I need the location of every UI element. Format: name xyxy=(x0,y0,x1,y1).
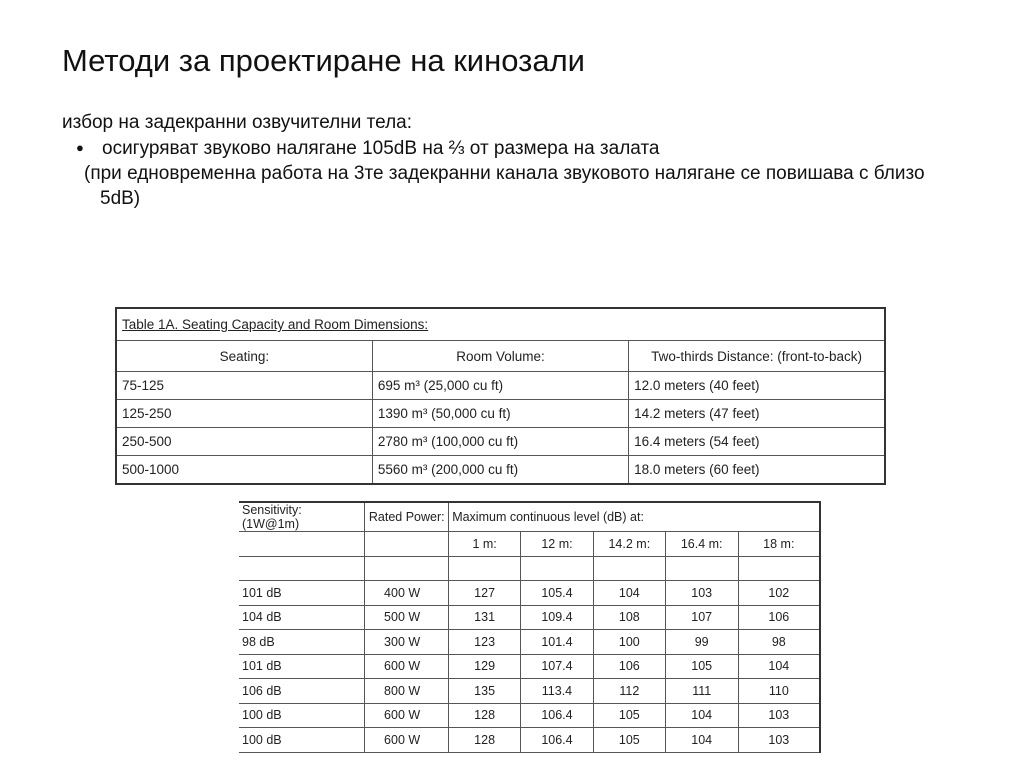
sensitivity-cell: 100 dB xyxy=(239,728,365,753)
room-volume-cell: 5560 m³ (200,000 cu ft) xyxy=(372,456,628,485)
slide-body xyxy=(62,110,962,211)
table-row xyxy=(239,728,820,753)
table-caption: Table 1A. Seating Capacity and Room Dimensions: xyxy=(116,308,885,341)
sensitivity-cell: 98 dB xyxy=(239,630,365,655)
level-cell: 106.4 xyxy=(521,703,594,728)
table-row xyxy=(239,581,820,606)
level-cell: 100 xyxy=(593,630,665,655)
level-cell: 123 xyxy=(449,630,521,655)
sensitivity-cell: 101 dB xyxy=(239,654,365,679)
distance-header: 1 m: xyxy=(449,532,521,557)
level-cell: 111 xyxy=(665,679,738,704)
bullet-text: осигуряват звуково налягане 105dB на ⅔ от размера на залата xyxy=(102,138,660,159)
speaker-level-table xyxy=(239,501,821,753)
table-row xyxy=(116,428,885,456)
distance-header: 14.2 m: xyxy=(593,532,665,557)
level-cell: 129 xyxy=(449,654,521,679)
seating-cell: 125-250 xyxy=(116,400,372,428)
seating-capacity-table xyxy=(115,307,886,485)
distance-header: 12 m: xyxy=(521,532,594,557)
rated-power-cell: 400 W xyxy=(365,581,449,606)
level-cell: 106 xyxy=(593,654,665,679)
note-text: (при едновременна работа на 3те задекранни канала звуковото налягане се повишава с близо 5dB) xyxy=(84,163,925,209)
level-cell: 128 xyxy=(449,728,521,753)
column-header-room-volume: Room Volume: xyxy=(372,341,628,372)
column-header-seating: Seating: xyxy=(116,341,372,372)
level-cell: 101.4 xyxy=(521,630,594,655)
bullet-dot-icon: ● xyxy=(76,140,84,155)
blank-header-cell xyxy=(239,532,365,557)
table-row xyxy=(239,679,820,704)
level-cell: 105 xyxy=(665,654,738,679)
seating-cell: 500-1000 xyxy=(116,456,372,485)
rated-power-cell: 600 W xyxy=(365,703,449,728)
level-cell: 105 xyxy=(593,728,665,753)
sensitivity-cell: 101 dB xyxy=(239,581,365,606)
empty-row xyxy=(239,556,820,581)
level-cell: 104 xyxy=(665,728,738,753)
blank-header-cell xyxy=(365,532,449,557)
rated-power-cell: 600 W xyxy=(365,654,449,679)
column-header-rated-power: Rated Power: xyxy=(365,502,449,532)
rated-power-cell: 500 W xyxy=(365,605,449,630)
level-cell: 131 xyxy=(449,605,521,630)
sensitivity-cell: 100 dB xyxy=(239,703,365,728)
level-cell: 106.4 xyxy=(521,728,594,753)
column-header-max-level: Maximum continuous level (dB) at: xyxy=(449,502,820,532)
distance-cell: 14.2 meters (47 feet) xyxy=(629,400,885,428)
distance-header: 18 m: xyxy=(738,532,820,557)
table-row xyxy=(116,372,885,400)
level-cell: 108 xyxy=(593,605,665,630)
table-row xyxy=(239,630,820,655)
level-cell: 106 xyxy=(738,605,820,630)
distance-header: 16.4 m: xyxy=(665,532,738,557)
level-cell: 107 xyxy=(665,605,738,630)
level-cell: 105.4 xyxy=(521,581,594,606)
level-cell: 102 xyxy=(738,581,820,606)
level-cell: 98 xyxy=(738,630,820,655)
level-cell: 103 xyxy=(738,703,820,728)
distance-cell: 12.0 meters (40 feet) xyxy=(629,372,885,400)
table-row xyxy=(116,456,885,485)
level-cell: 135 xyxy=(449,679,521,704)
room-volume-cell: 1390 m³ (50,000 cu ft) xyxy=(372,400,628,428)
bullet-item xyxy=(62,135,962,161)
table-row xyxy=(239,654,820,679)
level-cell: 112 xyxy=(593,679,665,704)
level-cell: 103 xyxy=(665,581,738,606)
room-volume-cell: 695 m³ (25,000 cu ft) xyxy=(372,372,628,400)
level-cell: 113.4 xyxy=(521,679,594,704)
level-cell: 103 xyxy=(738,728,820,753)
slide-title: Методи за проектиране на кинозали xyxy=(62,43,585,78)
level-cell: 104 xyxy=(738,654,820,679)
intro-text: избор на задекранни озвучителни тела: xyxy=(62,112,413,133)
level-cell: 107.4 xyxy=(521,654,594,679)
seating-cell: 75-125 xyxy=(116,372,372,400)
distance-cell: 18.0 meters (60 feet) xyxy=(629,456,885,485)
rated-power-cell: 300 W xyxy=(365,630,449,655)
table-row xyxy=(239,605,820,630)
level-cell: 104 xyxy=(593,581,665,606)
table-row xyxy=(239,703,820,728)
level-cell: 110 xyxy=(738,679,820,704)
level-cell: 105 xyxy=(593,703,665,728)
room-volume-cell: 2780 m³ (100,000 cu ft) xyxy=(372,428,628,456)
rated-power-cell: 600 W xyxy=(365,728,449,753)
level-cell: 99 xyxy=(665,630,738,655)
level-cell: 109.4 xyxy=(521,605,594,630)
level-cell: 104 xyxy=(665,703,738,728)
level-cell: 128 xyxy=(449,703,521,728)
rated-power-cell: 800 W xyxy=(365,679,449,704)
sensitivity-cell: 104 dB xyxy=(239,605,365,630)
distance-cell: 16.4 meters (54 feet) xyxy=(629,428,885,456)
level-cell: 127 xyxy=(449,581,521,606)
table-row xyxy=(116,400,885,428)
column-header-two-thirds-distance: Two-thirds Distance: (front-to-back) xyxy=(629,341,885,372)
sensitivity-cell: 106 dB xyxy=(239,679,365,704)
seating-cell: 250-500 xyxy=(116,428,372,456)
column-header-sensitivity: Sensitivity: (1W@1m) xyxy=(239,502,365,532)
